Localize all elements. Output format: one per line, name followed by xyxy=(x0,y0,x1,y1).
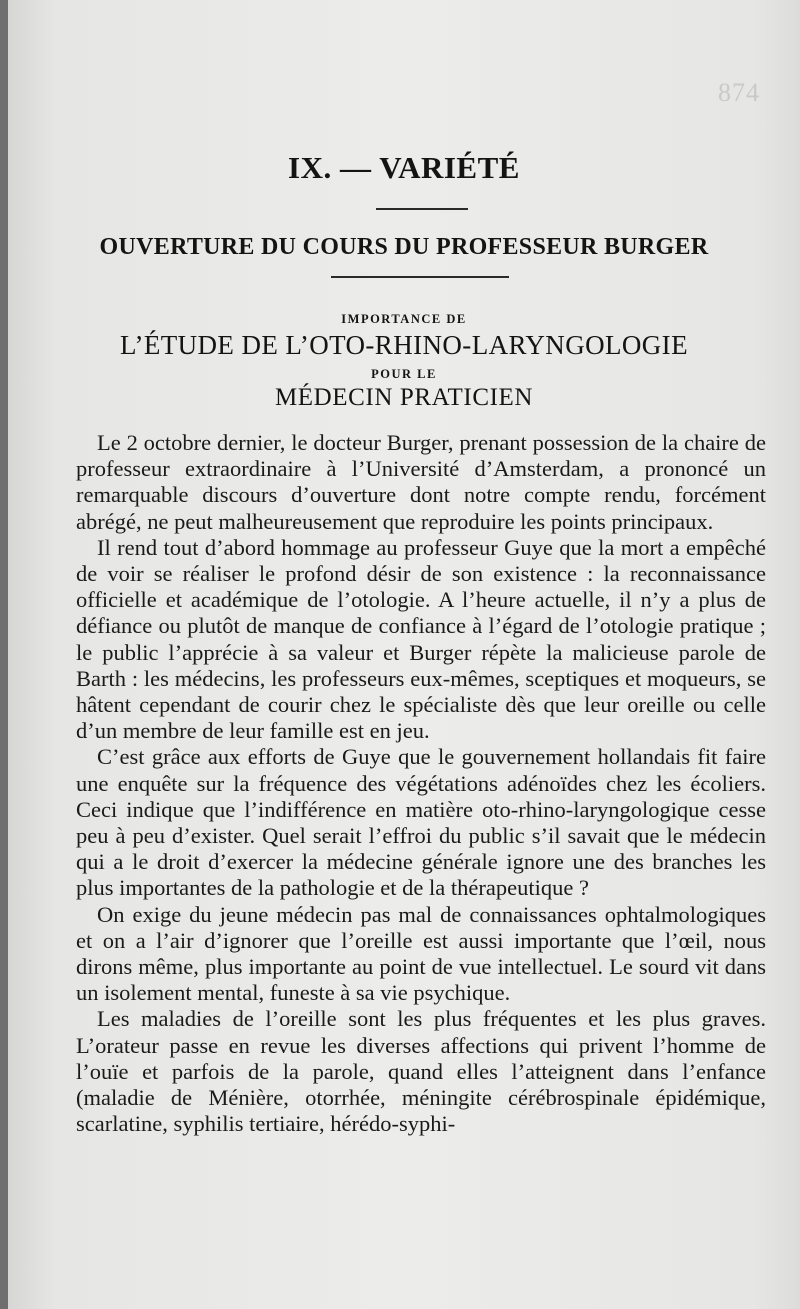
section-heading: IX. — VARIÉTÉ xyxy=(288,150,520,185)
book-page xyxy=(8,0,800,1309)
paragraph: Le 2 octobre dernier, le docteur Burger, prenant possession de la chaire de professeur extraordinaire à l’Université d’Amsterdam, a prononcé un remarquable discours d’ouverture dont notre compte rendu, forcément abrégé, ne peut malheureusement que reproduire les points principaux. xyxy=(76,430,766,534)
article-title: OUVERTURE DU COURS DU PROFESSEUR BURGER xyxy=(99,234,709,260)
subtitle-connector: POUR LE xyxy=(371,367,437,381)
paragraph: Il rend tout d’abord hommage au professeur Guye que la mort a empêché de voir se réaliser le profond désir de son existence : la reconnaissance officielle et académique de l’otologie. A l’heure actuelle, il n’y a plus de défiance ou plutôt de manque de confiance à l’égard de l’otologie pratique ; le public l’apprécie à sa valeur et Burger répète la malicieuse parole de Barth : les médecins, les professeurs eux-mêmes, sceptiques et moqueurs, se hâtent cependant de courir chez le spécialiste dès que leur oreille ou celle d’un membre de leur famille est en jeu. xyxy=(76,534,766,744)
paragraph: On exige du jeune médecin pas mal de connaissances ophtalmologiques et on a l’air d’ignorer que l’oreille est aussi importante que l’œil, nous dirons même, plus importante au point de vue intellectuel. Le sourd vit dans un isolement mental, funeste à sa vie psychique. xyxy=(76,901,766,1006)
paragraph: Les maladies de l’oreille sont les plus fréquentes et les plus graves. L’orateur passe en revue les diverses affections qui privent l’homme de l’ouïe et parfois de la parole, quand elles l’atteignent dans l’enfance (maladie de Ménière, otorrhée, méningite cérébrospinale épidémique, scarlatine, syphilis tertiaire, hérédo-syphi- xyxy=(76,1006,766,1137)
divider-rule xyxy=(376,208,468,210)
bleed-through-page-number: 874 xyxy=(718,78,760,107)
divider-rule xyxy=(331,276,509,278)
article-body xyxy=(76,430,766,1137)
subtitle-connector: IMPORTANCE DE xyxy=(341,312,467,326)
subtitle-study: L’ÉTUDE DE L’OTO-RHINO-LARYNGOLOGIE xyxy=(120,330,688,360)
paragraph: C’est grâce aux efforts de Guye que le gouvernement hollandais fit faire une enquête sur la fréquence des végétations adénoïdes chez les écoliers. Ceci indique que l’indifférence en matière oto-rhino-laryngologique cesse peu à peu d’exister. Quel serait l’effroi du public s’il savait que le médecin qui a le droit d’exercer la médecine générale ignore une des branches les plus importantes de la pathologie et de la thérapeutique ? xyxy=(76,744,766,901)
subtitle-practitioner: MÉDECIN PRATICIEN xyxy=(274,384,534,411)
